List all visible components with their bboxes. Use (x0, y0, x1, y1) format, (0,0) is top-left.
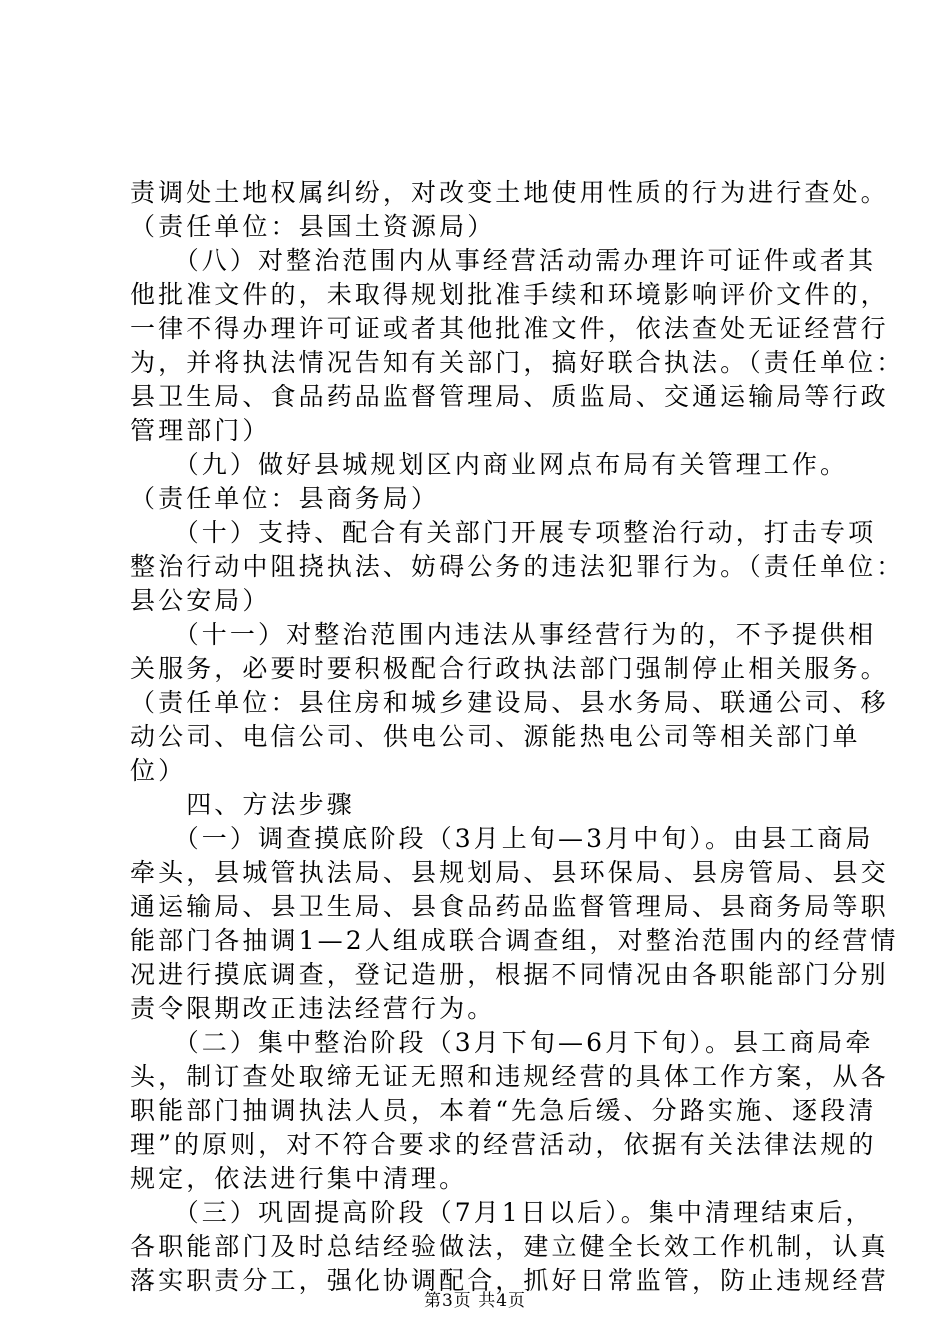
text-line: 理”的原则，对不符合要求的经营活动，依据有关法律法规的 (130, 1130, 877, 1159)
section-heading: 四、方法步骤 (130, 790, 355, 819)
text-line: （八）对整治范围内从事经营活动需办理许可证件或者其 (130, 246, 877, 275)
text-line: 头，制订查处取缔无证无照和违规经营的具体工作方案，从各 (130, 1062, 889, 1091)
text-line: 责令限期改正违法经营行为。 (130, 994, 496, 1023)
text-line: 牵头，县城管执法局、县规划局、县环保局、县房管局、县交 (130, 858, 889, 887)
text-line: 县卫生局、食品药品监督管理局、质监局、交通运输局等行政 (130, 382, 889, 411)
text-line: 职能部门抽调执法人员，本着“先急后缓、分路实施、逐段清 (130, 1096, 877, 1125)
text-line: （三）巩固提高阶段（7月1日以后）。集中清理结束后， (130, 1198, 874, 1227)
text-line: （二）集中整治阶段（3月下旬—6月下旬）。县工商局牵 (130, 1028, 874, 1057)
text-line: 动公司、电信公司、供电公司、源能热电公司等相关部门单 (130, 722, 861, 751)
text-line: 通运输局、县卫生局、县食品药品监督管理局、县商务局等职 (130, 892, 889, 921)
text-line: （责任单位：县国土资源局） (130, 212, 496, 241)
text-line: 落实职责分工，强化协调配合，抓好日常监管，防止违规经营 (130, 1266, 889, 1295)
text-line: （十一）对整治范围内违法从事经营行为的，不予提供相 (130, 620, 877, 649)
page-footer: 第3页 共4页 (423, 1291, 527, 1311)
text-line: 位） (130, 756, 187, 785)
text-line: （十）支持、配合有关部门开展专项整治行动，打击专项 (130, 518, 877, 547)
text-line: 县公安局） (130, 586, 271, 615)
text-line: 管理部门） (130, 416, 271, 445)
text-line: 一律不得办理许可证或者其他批准文件，依法查处无证经营行 (130, 314, 889, 343)
text-line: （责任单位：县住房和城乡建设局、县水务局、联通公司、移 (130, 688, 889, 717)
text-line: 关服务，必要时要积极配合行政执法部门强制停止相关服务。 (130, 654, 889, 683)
text-line: 各职能部门及时总结经验做法，建立健全长效工作机制，认真 (130, 1232, 889, 1261)
text-line: （九）做好县城规划区内商业网点布局有关管理工作。 (130, 450, 849, 479)
text-line: 规定，依法进行集中清理。 (130, 1164, 468, 1193)
text-line: 为，并将执法情况告知有关部门，搞好联合执法。（责任单位： (130, 348, 905, 377)
text-line: （责任单位：县商务局） (130, 484, 440, 513)
text-line: 能部门各抽调1—2人组成联合调查组，对整治范围内的经营情 (130, 926, 899, 955)
text-line: （一）调查摸底阶段（3月上旬—3月中旬）。由县工商局 (130, 824, 874, 853)
text-line: 责调处土地权属纠纷，对改变土地使用性质的行为进行查处。 (130, 178, 889, 207)
text-line: 况进行摸底调查，登记造册，根据不同情况由各职能部门分别 (130, 960, 889, 989)
text-line: 他批准文件的，未取得规划批准手续和环境影响评价文件的， (130, 280, 889, 309)
text-line: 整治行动中阻挠执法、妨碍公务的违法犯罪行为。（责任单位： (130, 552, 905, 581)
